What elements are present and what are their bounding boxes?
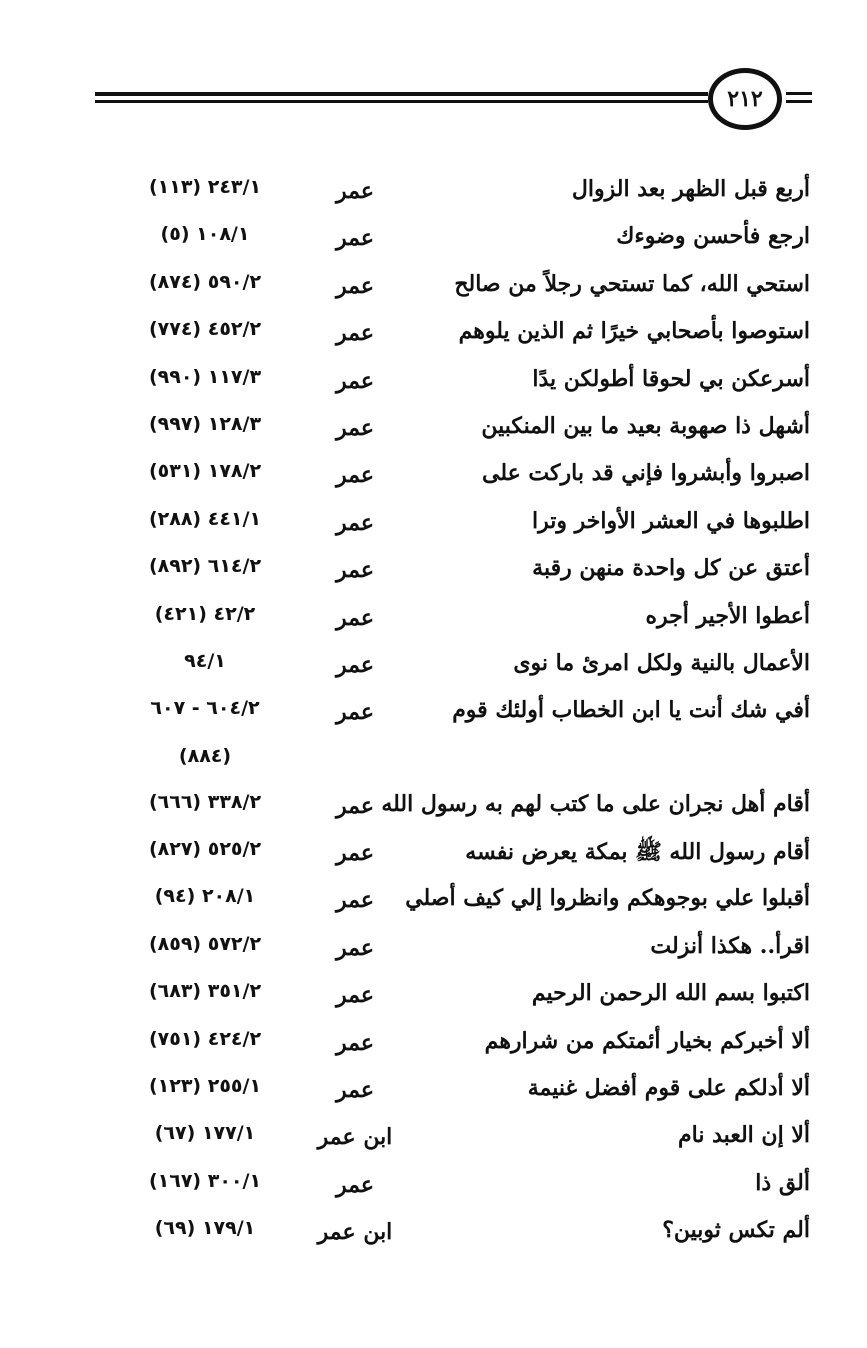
index-entry-row: [0, 454, 867, 501]
index-entry-row: [0, 360, 867, 407]
index-entry-row: [0, 974, 867, 1021]
entry-reference: ٥٧٢/٢ (٨٥٩): [148, 932, 262, 955]
entry-narrator: عمر: [336, 982, 374, 1009]
header-rule-right-top: [786, 92, 812, 95]
index-entry-row: [0, 1022, 867, 1069]
entry-narrator: عمر: [336, 934, 374, 961]
entry-reference: ٦٠٤/٢ - ٦٠٧: [150, 697, 260, 720]
entry-text: ألا إن العبد نام: [678, 1122, 810, 1149]
index-entry-row: [0, 217, 867, 264]
index-entry-row: [0, 265, 867, 312]
entry-reference: ٤٤١/١ (٢٨٨): [148, 507, 262, 530]
entry-text: ألم تكس ثوبين؟: [662, 1217, 810, 1244]
entry-text: ألا أخبركم بخيار أئمتكم من شرارهم: [484, 1027, 810, 1054]
entry-reference: ٤٢٤/٢ (٧٥١): [148, 1027, 262, 1050]
index-entry-row: [0, 597, 867, 644]
entry-text: أقام رسول الله ﷺ بمكة يعرض نفسه: [465, 839, 810, 866]
entry-reference: ١١٧/٣ (٩٩٠): [148, 365, 262, 388]
entry-narrator: عمر: [336, 557, 374, 584]
entry-text: أربع قبل الظهر بعد الزوال: [571, 176, 810, 202]
entry-text: اقرأ.. هكذا أنزلت: [650, 932, 810, 959]
entry-narrator: عمر: [336, 225, 374, 252]
entry-reference: ٣٥١/٢ (٦٨٣): [148, 980, 262, 1003]
entry-narrator: عمر: [336, 604, 374, 631]
entry-reference: ١٠٨/١ (٥): [160, 223, 250, 246]
header-rule-right-bottom: [786, 100, 812, 103]
entry-reference: ١٧٨/٢ (٥٣١): [148, 460, 262, 483]
index-entry-row: [0, 691, 867, 738]
entry-text: الأعمال بالنية ولكل امرئ ما نوى: [513, 649, 810, 676]
entry-reference: ١٧٩/١ (٦٩): [154, 1217, 256, 1240]
entry-narrator: عمر: [336, 272, 374, 299]
index-entry-row: [0, 832, 867, 879]
entry-narrator: عمر: [336, 1171, 374, 1198]
entry-text: أشهل ذا صهوبة بعيد ما بين المنكبين: [481, 412, 810, 439]
entry-narrator: عمر: [336, 651, 374, 678]
entry-reference: ٥٢٥/٢ (٨٢٧): [148, 838, 262, 861]
index-entry-row: [0, 549, 867, 596]
entry-reference: ٣٠٠/١ (١٦٧): [148, 1169, 262, 1192]
entry-narrator: عمر: [336, 320, 374, 347]
entry-text: أعطوا الأجير أجره: [645, 602, 810, 629]
header-rule-top: [95, 92, 708, 96]
index-entry-row: [0, 1116, 867, 1163]
entry-reference: ٤٥٢/٢ (٧٧٤): [148, 318, 262, 341]
entry-narrator: عمر: [336, 1029, 374, 1056]
entry-narrator: عمر: [336, 1077, 374, 1104]
entry-reference: (٨٨٤): [178, 744, 232, 767]
hadith-index-list: [0, 170, 867, 1259]
entry-text: ألا أدلكم على قوم أفضل غنيمة: [527, 1075, 810, 1102]
page-number: ٢١٢: [708, 68, 782, 130]
entry-text: ارجع فأحسن وضوءك: [616, 223, 810, 250]
entry-narrator: عمر: [336, 509, 374, 536]
entry-narrator: عمر: [336, 414, 374, 441]
index-entry-row: [0, 502, 867, 549]
entry-reference: ٢٤٣/١ (١١٣): [148, 176, 262, 198]
entry-text: اصبروا وأبشروا فإني قد باركت على: [482, 460, 810, 487]
entry-narrator: عمر: [336, 367, 374, 394]
entry-text: اكتبوا بسم الله الرحمن الرحيم: [531, 980, 810, 1007]
entry-reference: ٢٠٨/١ (٩٤): [154, 885, 256, 908]
entry-reference: ٢٥٥/١ (١٢٣): [148, 1075, 262, 1098]
entry-text: اطلبوها في العشر الأواخر وترا: [531, 507, 810, 534]
entry-narrator: عمر: [336, 462, 374, 489]
entry-reference: ١٢٨/٣ (٩٩٧): [148, 412, 262, 435]
header-rule-bottom: [95, 100, 708, 103]
entry-narrator: عمر: [336, 840, 374, 867]
index-entry-row: [0, 312, 867, 359]
entry-narrator: عمر: [336, 178, 374, 204]
entry-reference: ٤٢/٢ (٤٢١): [154, 602, 256, 625]
entry-text: ألق ذا: [755, 1169, 810, 1196]
entry-text: أقبلوا علي بوجوهكم وانظروا إلي كيف أصلي: [405, 885, 810, 912]
index-entry-row: [0, 407, 867, 454]
entry-reference: ٣٣٨/٢ (٦٦٦): [148, 790, 262, 813]
index-entry-row: [0, 739, 867, 785]
entry-narrator: عمر: [336, 792, 374, 819]
index-entry-row: [0, 644, 867, 691]
entry-narrator: ابن عمر: [317, 1124, 393, 1151]
entry-reference: ٥٩٠/٢ (٨٧٤): [148, 270, 262, 293]
index-entry-row: [0, 879, 867, 926]
index-entry-row: [0, 927, 867, 974]
entry-reference: ١٧٧/١ (٦٧): [154, 1122, 256, 1145]
entry-text: استوصوا بأصحابي خيرًا ثم الذين يلوهم: [458, 318, 810, 345]
index-entry-row: [0, 170, 867, 217]
entry-reference: ٩٤/١: [184, 649, 226, 672]
page-header: [0, 66, 867, 136]
index-entry-row: [0, 1164, 867, 1211]
entry-text: أقام أهل نجران على ما كتب لهم به رسول الله: [381, 790, 810, 817]
entry-narrator: عمر: [336, 699, 374, 726]
entry-reference: ٦١٤/٢ (٨٩٢): [148, 555, 262, 578]
entry-narrator: عمر: [336, 887, 374, 914]
entry-text: استحي الله، كما تستحي رجلاً من صالح: [454, 270, 810, 297]
entry-text: أسرعكن بي لحوقا أطولكن يدًا: [532, 365, 810, 392]
entry-text: أعتق عن كل واحدة منهن رقبة: [532, 555, 810, 582]
entry-narrator: ابن عمر: [317, 1219, 393, 1246]
entry-text: أفي شك أنت يا ابن الخطاب أولئك قوم: [452, 697, 810, 724]
index-entry-row: [0, 1211, 867, 1258]
index-entry-row: [0, 1069, 867, 1116]
index-entry-row: [0, 785, 867, 832]
